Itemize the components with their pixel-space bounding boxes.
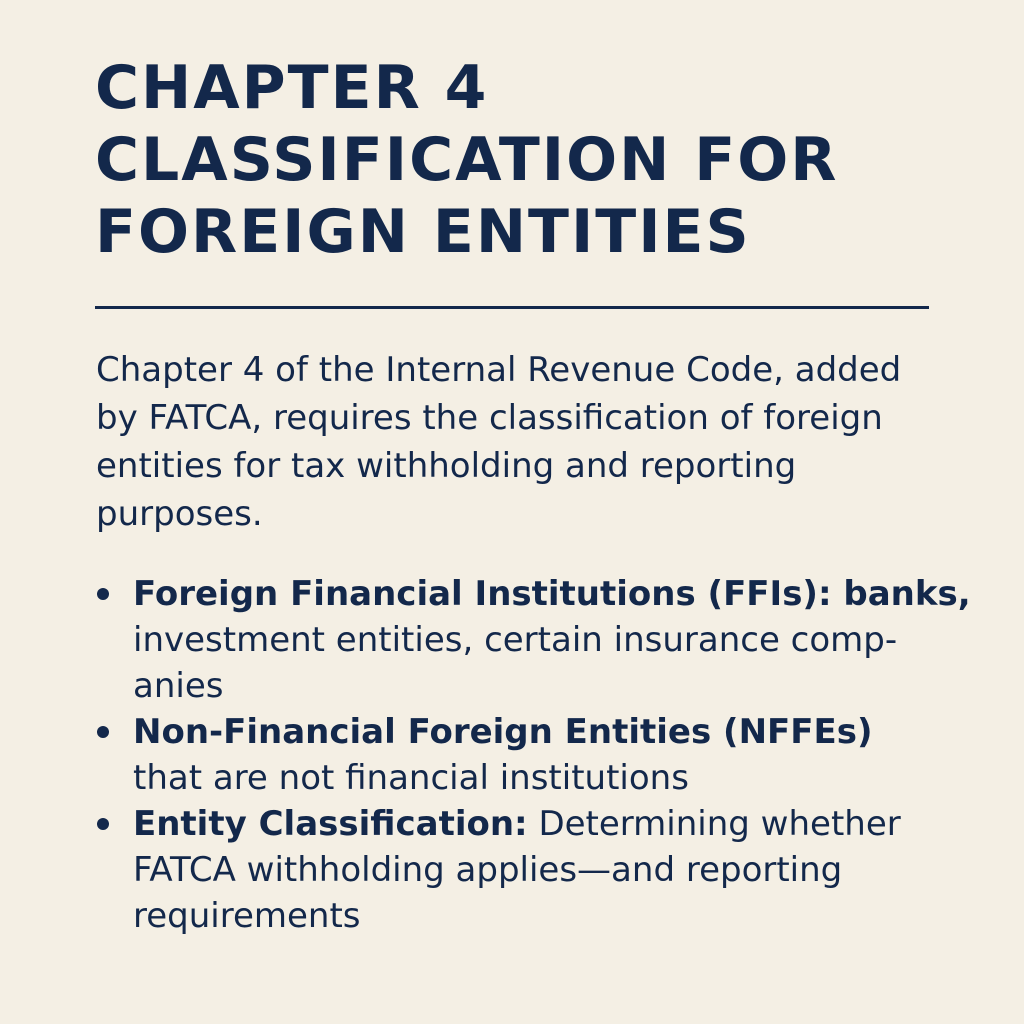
bullet-dot-icon: [97, 818, 109, 830]
bullet-text-rest: Determining whether: [527, 804, 901, 844]
bullet-dot-icon: [97, 726, 109, 738]
title-line-1: CHAPTER 4: [95, 53, 489, 123]
bullet-heading: Non-Financial Foreign Entities (NFFEs): [133, 712, 873, 752]
title-line-2: CLASSIFICATION FOR: [95, 125, 839, 195]
bullet-text: that are not financial institutions: [133, 758, 689, 798]
title-line-3: FOREIGN ENTITIES: [95, 197, 751, 267]
bullet-heading: Entity Classification:: [133, 804, 528, 844]
title-divider: [95, 306, 929, 309]
intro-line-4: purposes.: [96, 494, 263, 534]
bullet-item-ffis: [96, 571, 976, 709]
bullet-list: [96, 571, 976, 939]
bullet-first-line: [133, 801, 976, 847]
intro-line-2: by FATCA, requires the classification of foreign: [96, 398, 883, 438]
bullet-text: requirements: [133, 896, 361, 936]
bullet-text: anies: [133, 666, 224, 706]
bullet-text: FATCA withholding applies—and reporting: [133, 850, 843, 890]
bullet-dot-icon: [97, 588, 109, 600]
intro-paragraph: [96, 346, 956, 538]
bullet-item-nffes: [96, 709, 976, 801]
intro-line-3: entities for tax withholding and reporting: [96, 446, 797, 486]
intro-line-1: Chapter 4 of the Internal Revenue Code, added: [96, 350, 902, 390]
bullet-item-entity-classification: [96, 801, 976, 939]
page-title: [95, 52, 955, 268]
bullet-text: investment entities, certain insurance comp-: [133, 620, 898, 660]
bullet-heading: Foreign Financial Institutions (FFIs): banks,: [133, 574, 971, 614]
